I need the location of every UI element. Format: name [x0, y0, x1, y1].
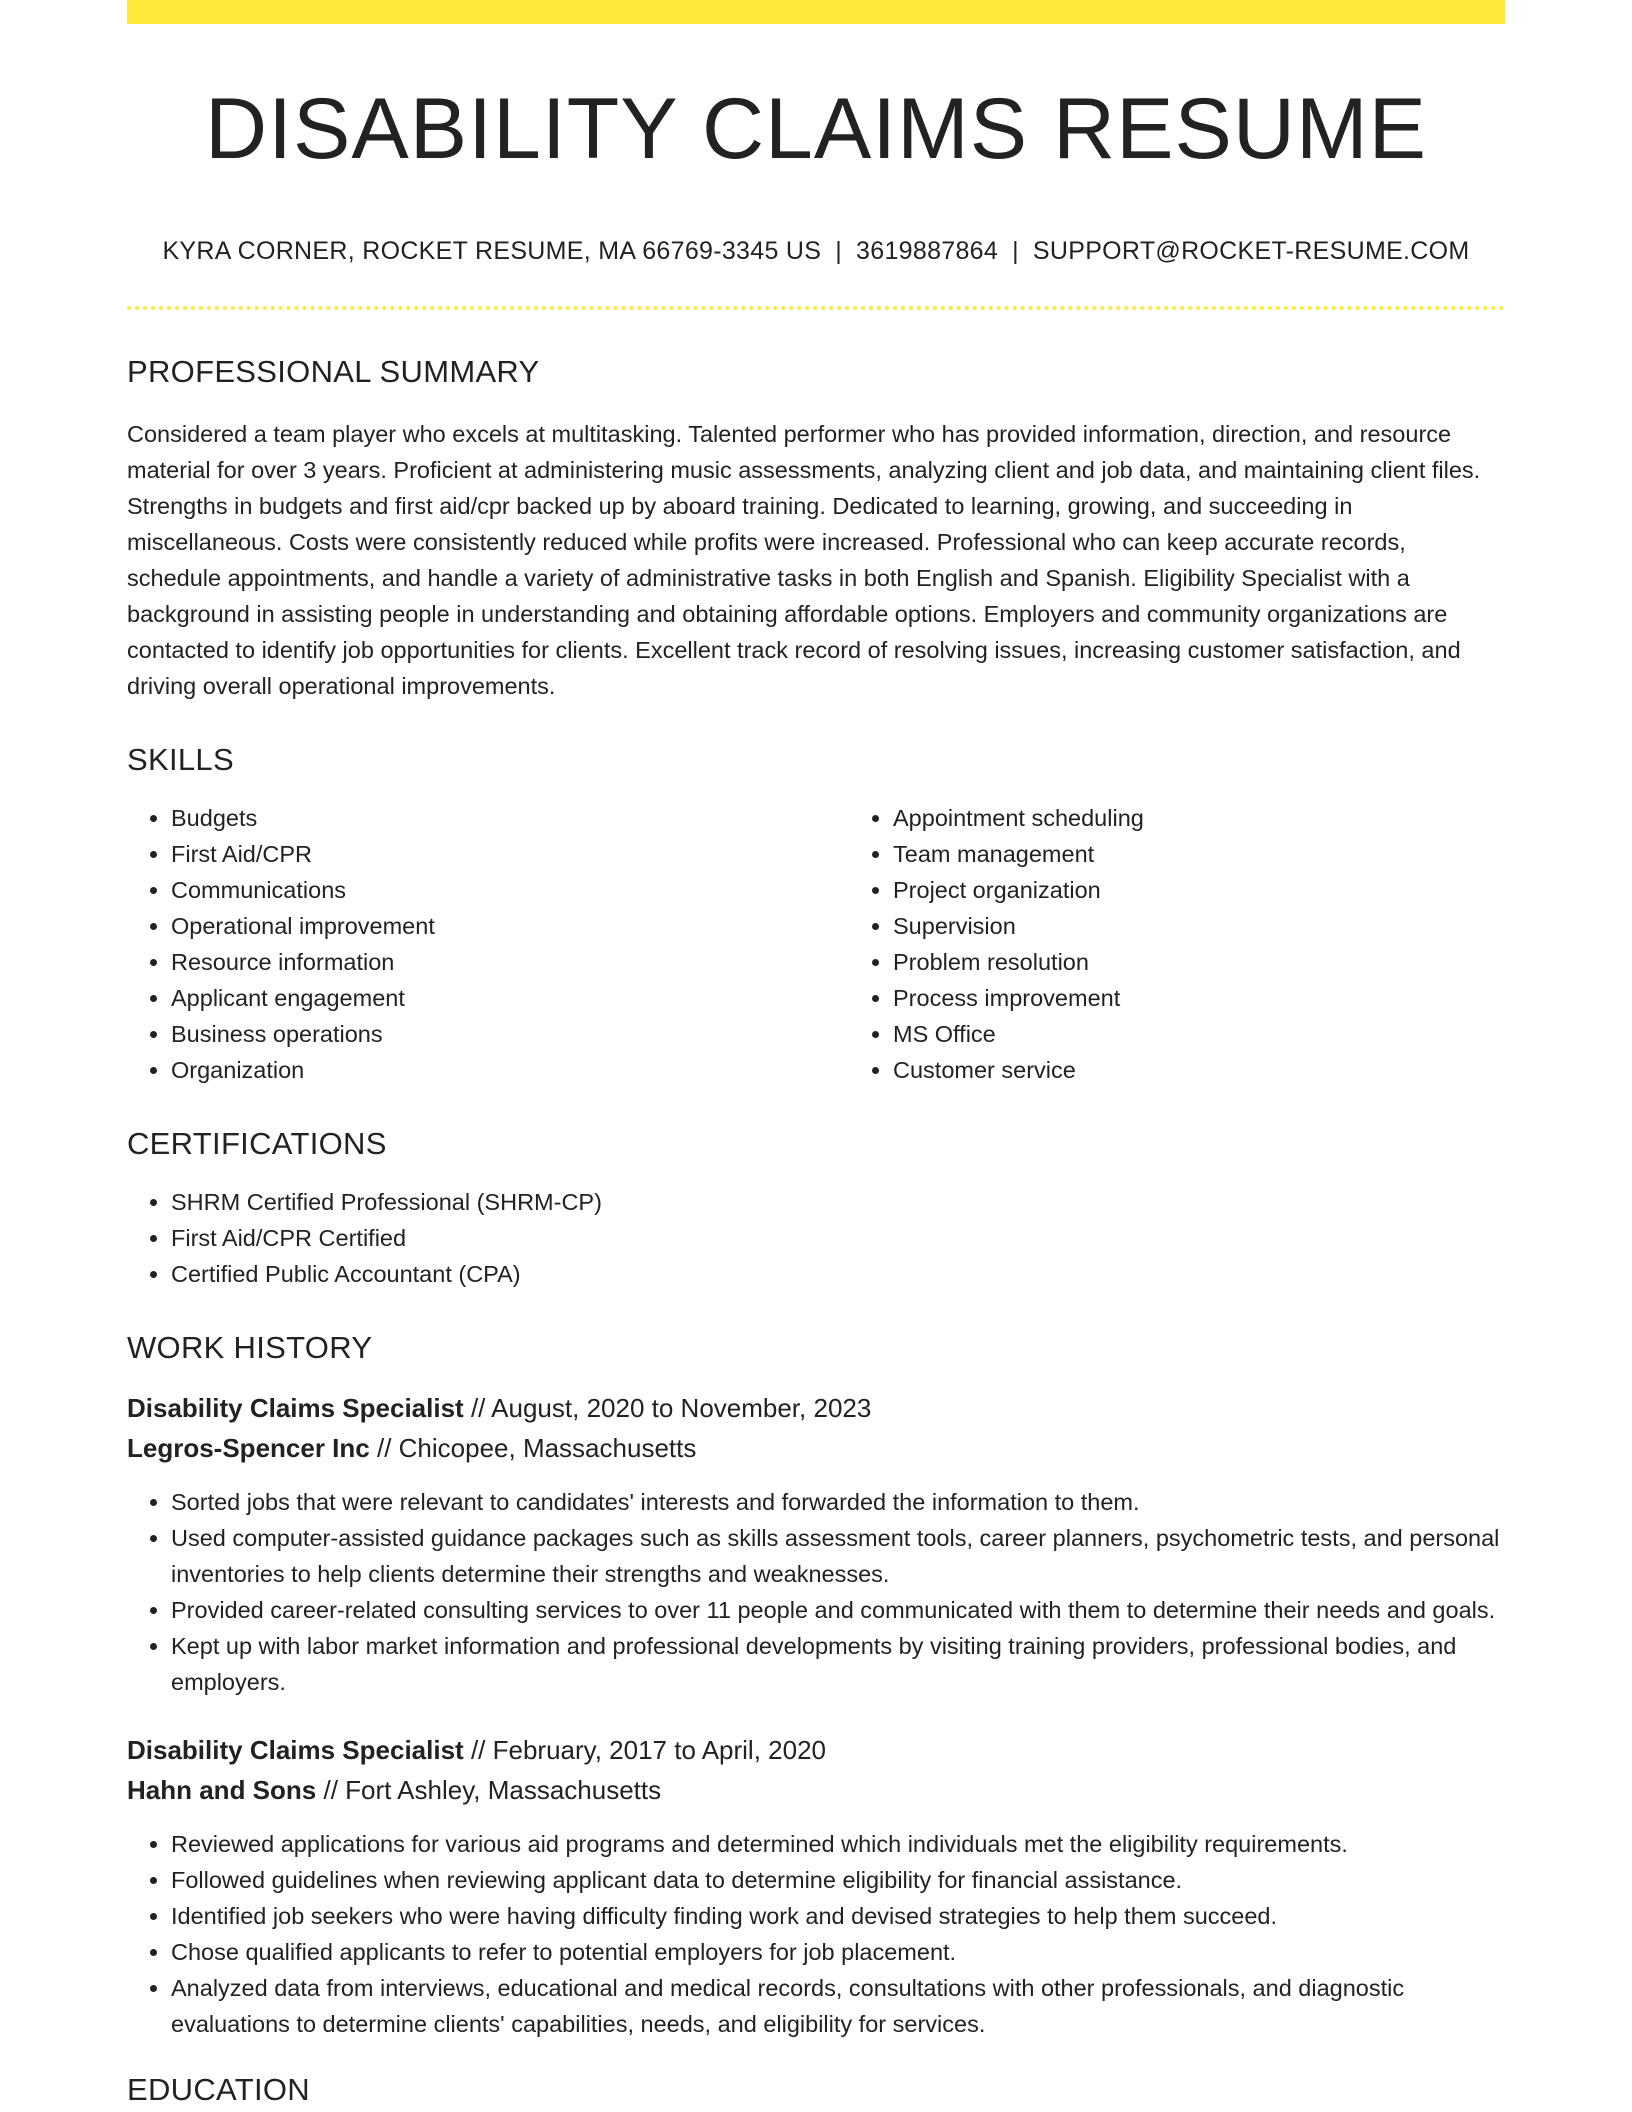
- job-bullet: • Analyzed data from interviews, educational and medical records, consultations with other professionals, and diagnostic evaluations to determine clients' capabilities, needs, and eligibility for services.: [171, 1970, 1505, 2042]
- job-location: // Fort Ashley, Massachusetts: [323, 1774, 662, 1805]
- summary-section: [127, 354, 1505, 704]
- contact-line: [127, 237, 1505, 266]
- contact-phone: 3619887864: [856, 236, 999, 265]
- certifications-section: [127, 1126, 1505, 1292]
- job-entry: [127, 1388, 1505, 1700]
- job-company-line: [127, 1428, 1505, 1468]
- job-bullet: • Kept up with labor market information and professional developments by visiting training providers, professional bodies, and employers.: [171, 1628, 1505, 1700]
- job-dates: // August, 2020 to November, 2023: [470, 1392, 872, 1423]
- skill-item: • Applicant engagement: [171, 980, 849, 1016]
- skill-item: • Business operations: [171, 1016, 849, 1052]
- job-title-line: [127, 1388, 1505, 1428]
- job-bullet: • Provided career-related consulting services to over 11 people and communicated with them to determine their needs and goals.: [171, 1592, 1505, 1628]
- job-bullet: • Sorted jobs that were relevant to candidates' interests and forwarded the information to them.: [171, 1484, 1505, 1520]
- education-section: [127, 2072, 1505, 2108]
- contact-separator: |: [835, 236, 843, 265]
- skill-item: • MS Office: [893, 1016, 1571, 1052]
- job-bullet: • Followed guidelines when reviewing applicant data to determine eligibility for financial assistance.: [171, 1862, 1505, 1898]
- skill-item: • Problem resolution: [893, 944, 1571, 980]
- job-bullets: [127, 1484, 1505, 1700]
- skill-item: • Organization: [171, 1052, 849, 1088]
- skill-item: • Appointment scheduling: [893, 800, 1571, 836]
- resume-title: DISABILITY CLAIMS RESUME: [205, 81, 1427, 177]
- skill-item: • Operational improvement: [171, 908, 849, 944]
- job-location: // Chicopee, Massachusetts: [376, 1432, 697, 1463]
- certification-item: • First Aid/CPR Certified: [171, 1220, 1505, 1256]
- accent-top-bar: [127, 0, 1505, 24]
- education-heading: EDUCATION: [127, 2071, 310, 2107]
- skill-item: • Budgets: [171, 800, 849, 836]
- skill-item: • Resource information: [171, 944, 849, 980]
- certification-item: • SHRM Certified Professional (SHRM-CP): [171, 1184, 1505, 1220]
- skill-item: • Supervision: [893, 908, 1571, 944]
- job-title: Disability Claims Specialist: [127, 1392, 464, 1423]
- skill-item: • Team management: [893, 836, 1571, 872]
- certifications-heading: CERTIFICATIONS: [127, 1125, 387, 1161]
- certification-item: • Certified Public Accountant (CPA): [171, 1256, 1505, 1292]
- skill-item: • First Aid/CPR: [171, 836, 849, 872]
- job-title: Disability Claims Specialist: [127, 1734, 464, 1765]
- job-dates: // February, 2017 to April, 2020: [470, 1734, 826, 1765]
- job-bullet: • Identified job seekers who were having difficulty finding work and devised strategies to help them succeed.: [171, 1898, 1505, 1934]
- skills-column-left: [127, 800, 849, 1088]
- job-company: Legros-Spencer Inc: [127, 1432, 370, 1463]
- skills-section: [127, 742, 1505, 1088]
- dotted-divider: [127, 306, 1505, 310]
- job-company: Hahn and Sons: [127, 1774, 317, 1805]
- skills-columns: [127, 800, 1505, 1088]
- summary-heading: PROFESSIONAL SUMMARY: [127, 353, 540, 389]
- job-entry: [127, 1730, 1505, 2042]
- certifications-list: [127, 1184, 1505, 1292]
- skill-item: • Process improvement: [893, 980, 1571, 1016]
- work-history-section: [127, 1330, 1505, 2042]
- skill-item: • Project organization: [893, 872, 1571, 908]
- skills-heading: SKILLS: [127, 741, 234, 777]
- contact-address: KYRA CORNER, ROCKET RESUME, MA 66769-3345 US: [162, 236, 822, 265]
- job-bullets: [127, 1826, 1505, 2042]
- job-bullet: • Used computer-assisted guidance packages such as skills assessment tools, career planners, psychometric tests, and personal inventories to help clients determine their strengths and weaknesses.: [171, 1520, 1505, 1592]
- job-bullet: • Chose qualified applicants to refer to potential employers for job placement.: [171, 1934, 1505, 1970]
- summary-text: Considered a team player who excels at multitasking. Talented performer who has provided information, direction, and resource material for over 3 years. Proficient at administering music assessments, analyzing client and job data, and maintaining client files. Strengths in budgets and first aid/cpr backed up by aboard training. Dedicated to learning, growing, and succeeding in miscellaneous. Costs were consistently reduced while profits were increased. Professional who can keep accurate records, schedule appointments, and handle a variety of administrative tasks in both English and Spanish. Eligibility Specialist with a background in assisting people in understanding and obtaining affordable options. Employers and community organizations are contacted to identify job opportunities for clients. Excellent track record of resolving issues, increasing customer satisfaction, and driving overall operational improvements.: [127, 420, 1481, 699]
- skills-column-right: [849, 800, 1571, 1088]
- job-bullet: • Reviewed applications for various aid programs and determined which individuals met the eligibility requirements.: [171, 1826, 1505, 1862]
- contact-separator: |: [1012, 236, 1019, 265]
- job-company-line: [127, 1770, 1505, 1810]
- skill-item: • Communications: [171, 872, 849, 908]
- skill-item: • Customer service: [893, 1052, 1571, 1088]
- job-title-line: [127, 1730, 1505, 1770]
- resume-page: [127, 0, 1505, 2108]
- work-history-heading: WORK HISTORY: [127, 1329, 373, 1365]
- contact-email: SUPPORT@ROCKET-RESUME.COM: [1032, 236, 1470, 265]
